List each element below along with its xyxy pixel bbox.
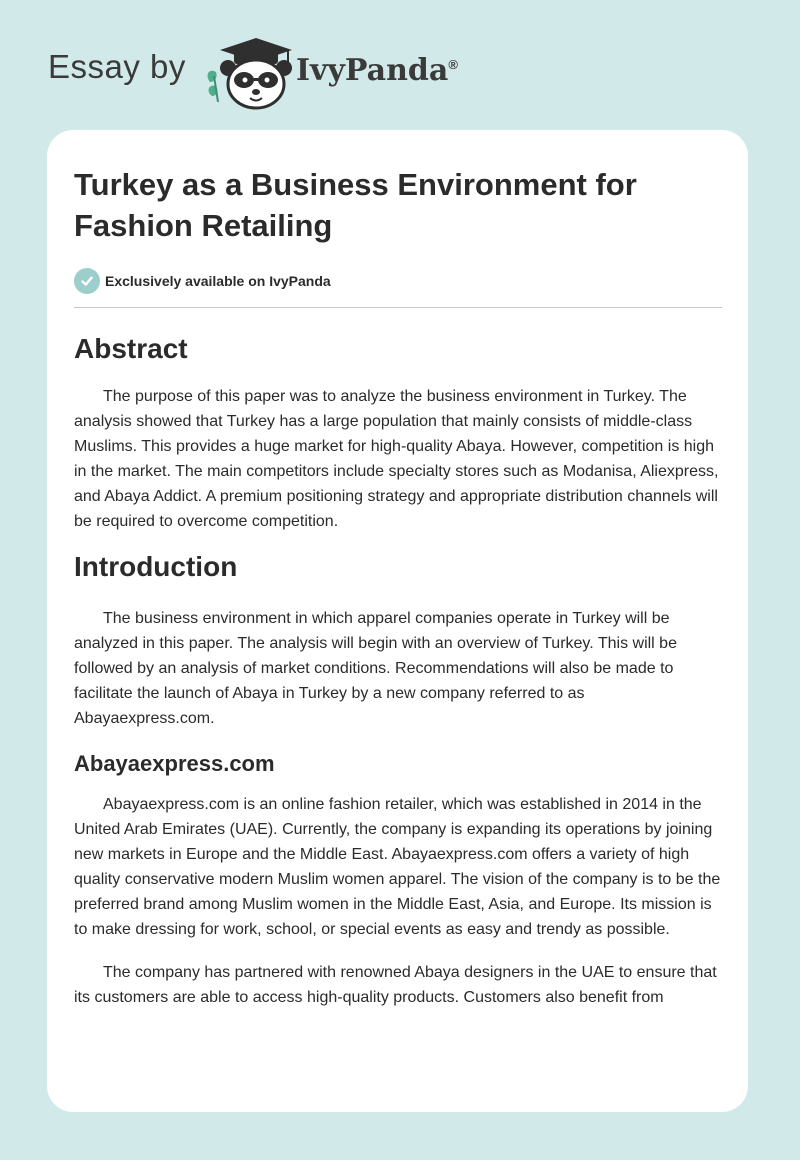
essay-by-label: Essay by bbox=[48, 48, 186, 85]
abayaexpress-paragraph-2: The company has partnered with renowned Abaya designers in the UAE to ensure that its customers are able to access high-quality products. Customers also benefit from bbox=[74, 964, 717, 1006]
introduction-heading: Introduction bbox=[74, 551, 238, 582]
title-divider bbox=[74, 307, 722, 308]
brand-name: IvyPanda bbox=[296, 53, 449, 88]
check-icon bbox=[74, 268, 100, 294]
panda-graduate-logo-icon[interactable] bbox=[204, 36, 294, 110]
abayaexpress-paragraph-1: Abayaexpress.com is an online fashion retailer, which was established in 2014 in the United Arab Emirates (UAE). Currently, the company is expanding its operations by joining new markets in Europe and the Middle East. Abayaexpress.com offers a variety of high quality conservative modern Muslim women apparel. The vision of the company is to be the preferred brand among Muslim women in the Middle East, Asia, and Europe. Its mission is to make dressing for work, school, or special events as easy and trendy as possible. bbox=[74, 796, 721, 938]
essay-title: Turkey as a Business Environment for Fashion Retailing bbox=[74, 167, 637, 243]
essay-content bbox=[74, 164, 722, 1010]
site-header bbox=[48, 34, 548, 110]
abstract-paragraph: The purpose of this paper was to analyze the business environment in Turkey. The analysis showed that Turkey has a large population that mainly consists of middle-class Muslims. This provides a huge market for high-quality Abaya. However, competition is high in the market. The main competitors include specialty stores such as Modanisa, Aliexpress, and Abaya Addict. A premium positioning strategy and appropriate distribution channels will be required to overcome competition. bbox=[74, 388, 719, 530]
essay-card bbox=[47, 130, 748, 1112]
abayaexpress-heading: Abayaexpress.com bbox=[74, 751, 275, 776]
registered-mark: ® bbox=[448, 57, 458, 72]
introduction-paragraph: The business environment in which apparel companies operate in Turkey will be analyzed in this paper. The analysis will begin with an overview of Turkey. This will be followed by an analysis of market conditions. Recommendations will also be made to facilitate the launch of Abaya in Turkey by a new company referred to as Abayaexpress.com. bbox=[74, 610, 677, 727]
brand-logo-text[interactable] bbox=[296, 53, 458, 88]
exclusive-badge-text: Exclusively available on IvyPanda bbox=[105, 273, 331, 289]
abstract-heading: Abstract bbox=[74, 333, 188, 364]
exclusive-badge bbox=[74, 268, 722, 294]
